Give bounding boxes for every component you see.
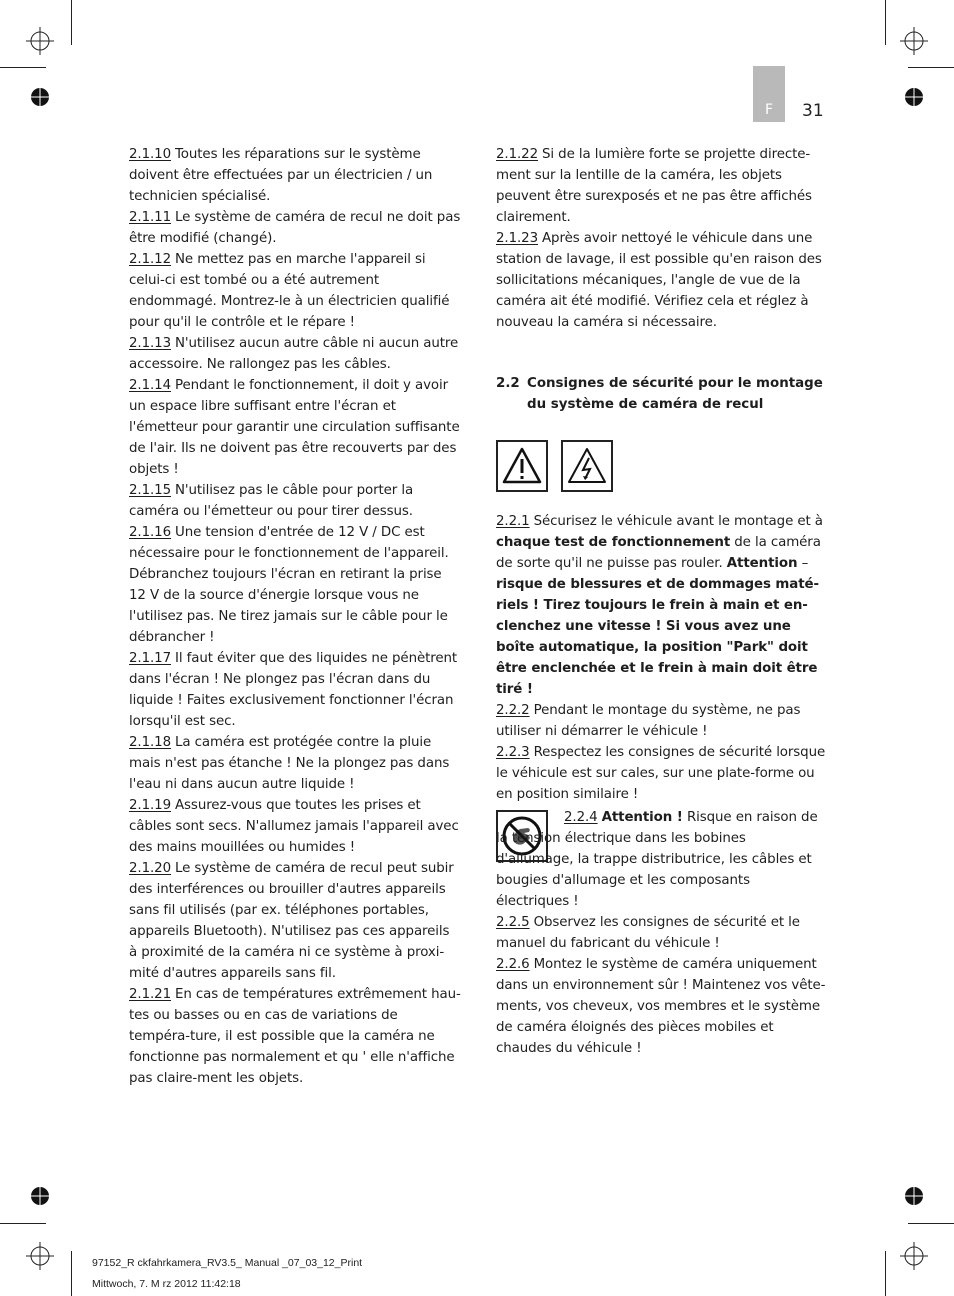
item-number: 2.1.22 bbox=[496, 147, 538, 162]
item-number: 2.1.13 bbox=[129, 336, 171, 351]
item-text: Observez les consignes de sécurité et le manuel du fabricant du véhicule ! bbox=[496, 915, 800, 951]
numbered-paragraph bbox=[129, 375, 461, 480]
crop-line bbox=[71, 1251, 72, 1296]
item-number: 2.2.3 bbox=[496, 745, 530, 760]
item-number: 2.2.4 bbox=[564, 810, 598, 825]
registration-mark-icon bbox=[26, 1242, 54, 1270]
item-text: Après avoir nettoyé le véhicule dans une station de lavage, il est possible qu'en raison des sollicitations mécaniques, l'angle de vue de la caméra ait été modifié. Vérifiez cela et réglez à nouveau la caméra si nécessaire. bbox=[496, 231, 822, 330]
item-bold-text: Attention bbox=[726, 556, 798, 571]
registration-bullet-icon bbox=[903, 86, 925, 108]
page-number: 31 bbox=[802, 101, 824, 121]
numbered-paragraph bbox=[496, 912, 826, 954]
language-tab-letter: F bbox=[764, 102, 774, 118]
item-number: 2.1.18 bbox=[129, 735, 171, 750]
item-number: 2.1.16 bbox=[129, 525, 171, 540]
right-column-top bbox=[496, 144, 826, 333]
item-text: Le système de caméra de recul peut subir des interférences ou brouiller d'autres appareils sans fil utilisés (par ex. téléphones portables, appareils Bluetooth). N'utilisez pas ces appareils à proximité de la caméra ni ce système à proxi-mité d'autres appareils sans fil. bbox=[129, 861, 454, 981]
electric-hazard-icon bbox=[561, 440, 613, 492]
item-bold-text: chaque test de fonctionnement bbox=[496, 535, 731, 550]
numbered-paragraph bbox=[129, 249, 461, 333]
right-column-mid bbox=[496, 511, 826, 805]
crop-line bbox=[885, 0, 886, 45]
item-text: de la caméra de sorte qu'il ne puisse pas rouler. bbox=[496, 535, 821, 571]
crop-line bbox=[0, 1223, 46, 1224]
numbered-paragraph bbox=[129, 333, 461, 375]
item-number: 2.1.14 bbox=[129, 378, 171, 393]
item-text: Toutes les réparations sur le système doivent être effectuées par un électricien / un technicien spécialisé. bbox=[129, 147, 433, 204]
item-number: 2.2.6 bbox=[496, 957, 530, 972]
item-text: Sécurisez le véhicule avant le montage et à bbox=[533, 514, 823, 529]
item-number: 2.1.15 bbox=[129, 483, 171, 498]
item-text: Pendant le fonctionnement, il doit y avoir un espace libre suffisant entre l'écran et l'émetteur pour garantir une circulation suffisante de l'air. Ils ne doivent pas être recouverts par des objets ! bbox=[129, 378, 460, 477]
item-text: Si de la lumière forte se projette directe-ment sur la lentille de la caméra, les objets peuvent être surexposés et ne pas être affichés clairement. bbox=[496, 147, 812, 225]
item-text: N'utilisez aucun autre câble ni aucun autre accessoire. Ne rallongez pas les câbles. bbox=[129, 336, 459, 372]
registration-mark-icon bbox=[900, 27, 928, 55]
numbered-paragraph bbox=[129, 480, 461, 522]
item-text: En cas de températures extrêmement hau-tes ou basses ou en cas de variations de tempéra-ture, il est possible que la caméra ne fonctionne pas normalement et qu ' elle n'affiche pas claire-ment les objets. bbox=[129, 987, 461, 1086]
right-bottom-items bbox=[496, 912, 826, 1059]
numbered-paragraph bbox=[129, 648, 461, 732]
item-text: La caméra est protégée contre la pluie mais n'est pas étanche ! Ne la plongez pas dans l'eau ni dans aucun autre liquide ! bbox=[129, 735, 450, 792]
section-heading bbox=[496, 373, 826, 415]
footer-line-2: Mittwoch, 7. M rz 2012 11:42:18 bbox=[92, 1278, 241, 1290]
item-text: Ne mettez pas en marche l'appareil si celui-ci est tombé ou a été autrement endommagé. Montrez-le à un électricien qualifié pour qu'il le contrôle et le répare ! bbox=[129, 252, 450, 330]
numbered-paragraph bbox=[496, 700, 826, 742]
item-number: 2.1.21 bbox=[129, 987, 171, 1002]
item-number: 2.1.11 bbox=[129, 210, 171, 225]
item-text: Le système de caméra de recul ne doit pas être modifié (changé). bbox=[129, 210, 461, 246]
item-text: Pendant le montage du système, ne pas utiliser ni démarrer le véhicule ! bbox=[496, 703, 801, 739]
item-number: 2.1.23 bbox=[496, 231, 538, 246]
item-text: N'utilisez pas le câble pour porter la caméra ou l'émetteur ou pour tirer dessus. bbox=[129, 483, 414, 519]
item-text: – bbox=[797, 556, 809, 571]
paragraph-2-2-1 bbox=[496, 511, 826, 700]
item-text: Une tension d'entrée de 12 V / DC est nécessaire pour le fonctionnement de l'appareil. Débranchez toujours l'écran en retirant la prise 12 V de la source d'énergie lorsque vous ne l'utilisez pas. Ne tirez jamais sur le câble pour le débrancher ! bbox=[129, 525, 449, 645]
warning-triangle-icon bbox=[496, 440, 548, 492]
crop-line bbox=[885, 1251, 886, 1296]
numbered-paragraph bbox=[129, 732, 461, 795]
numbered-paragraph bbox=[129, 858, 461, 984]
item-text: Assurez-vous que toutes les prises et câbles sont secs. N'allumez jamais l'appareil avec des mains mouillées ou humides ! bbox=[129, 798, 459, 855]
numbered-paragraph bbox=[496, 228, 826, 333]
item-number: 2.1.12 bbox=[129, 252, 171, 267]
registration-mark-icon bbox=[26, 27, 54, 55]
item-bold-text: Attention ! bbox=[601, 810, 683, 825]
crop-line bbox=[908, 67, 954, 68]
right-mid-items bbox=[496, 700, 826, 805]
item-bold-text: risque de blessures et de dommages maté-riels ! Tirez toujours le frein à main et en-clenchez une vitesse ! Si vous avez une boîte automatique, la position "Park" doit être enclenchée et le frein à main doit être tiré ! bbox=[496, 577, 819, 697]
left-column bbox=[129, 144, 461, 1089]
section-title-line2: du système de caméra de recul bbox=[527, 397, 764, 412]
item-text: Montez le système de caméra uniquement dans un environnement sûr ! Maintenez vos vête-ments, vos cheveux, vos membres et le système de caméra éloignés des pièces mobiles et chaudes du véhicule ! bbox=[496, 957, 826, 1056]
item-text: Risque en raison de la tension électrique dans les bobines d'allumage, la trappe distributrice, les câbles et bougies d'allumage et les composants électriques ! bbox=[496, 810, 818, 909]
item-text: Respectez les consignes de sécurité lorsque le véhicule est sur cales, sur une plate-forme ou en position similaire ! bbox=[496, 745, 826, 802]
numbered-paragraph bbox=[496, 144, 826, 228]
footer-line-1: 97152_R ckfahrkamera_RV3.5_ Manual _07_03_12_Print bbox=[92, 1257, 363, 1269]
item-number: 2.1.17 bbox=[129, 651, 171, 666]
numbered-paragraph bbox=[496, 742, 826, 805]
registration-bullet-icon bbox=[29, 86, 51, 108]
section-title-line1: Consignes de sécurité pour le montage bbox=[527, 376, 823, 391]
section-number: 2.2 bbox=[496, 376, 520, 391]
crop-line bbox=[908, 1223, 954, 1224]
paragraph-2-2-4 bbox=[496, 807, 826, 1059]
registration-bullet-icon bbox=[903, 1185, 925, 1207]
numbered-paragraph bbox=[129, 144, 461, 207]
numbered-paragraph bbox=[129, 207, 461, 249]
numbered-paragraph bbox=[129, 984, 461, 1089]
item-text: Il faut éviter que des liquides ne pénètrent dans l'écran ! Ne plongez pas l'écran dans du liquide ! Faites exclusivement fonctionner l'écran lorsqu'il est sec. bbox=[129, 651, 458, 729]
numbered-paragraph bbox=[129, 795, 461, 858]
registration-mark-icon bbox=[900, 1242, 928, 1270]
item-number: 2.1.10 bbox=[129, 147, 171, 162]
crop-line bbox=[71, 0, 72, 45]
language-tab bbox=[753, 66, 785, 122]
item-number: 2.2.2 bbox=[496, 703, 530, 718]
crop-line bbox=[0, 67, 46, 68]
item-224-text bbox=[496, 807, 826, 912]
item-number: 2.2.5 bbox=[496, 915, 530, 930]
numbered-paragraph bbox=[496, 954, 826, 1059]
item-number: 2.1.19 bbox=[129, 798, 171, 813]
registration-bullet-icon bbox=[29, 1185, 51, 1207]
item-number: 2.2.1 bbox=[496, 514, 530, 529]
numbered-paragraph bbox=[129, 522, 461, 648]
item-number: 2.1.20 bbox=[129, 861, 171, 876]
